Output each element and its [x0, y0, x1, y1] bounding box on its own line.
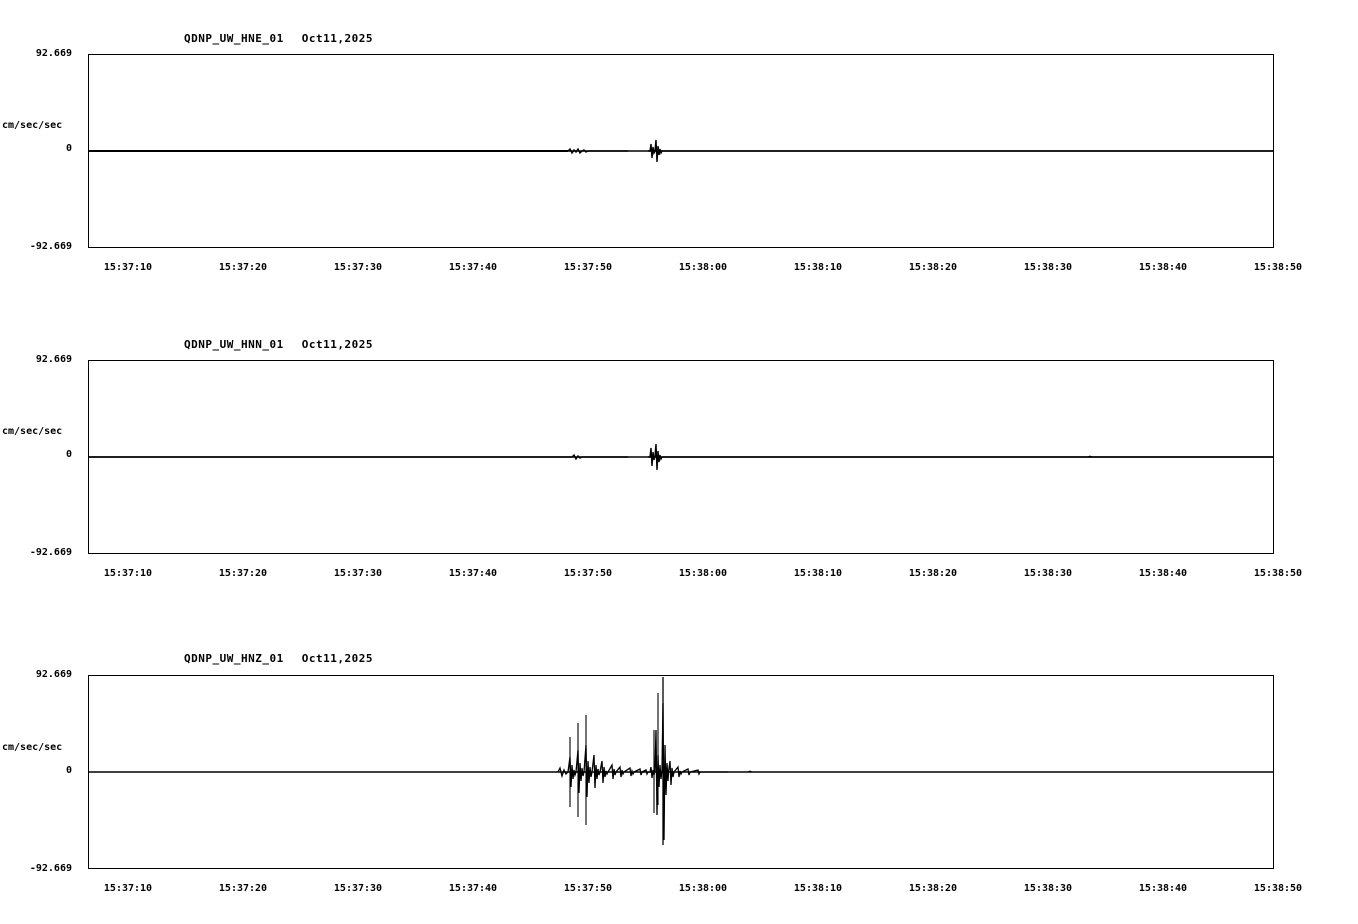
ytick-zero-hnz: 0	[65, 765, 72, 776]
ytick-min-hnn: -92.669	[29, 547, 72, 558]
panel-hnz	[0, 613, 1358, 924]
panel-title-hnz	[184, 652, 373, 665]
xtick-hnn-10: 15:38:50	[1253, 568, 1303, 579]
trace-hnn	[88, 360, 1274, 554]
xtick-hnz-2: 15:37:30	[333, 883, 383, 894]
panel-title-hnn	[184, 338, 373, 351]
ytick-zero-hne: 0	[65, 143, 72, 154]
xtick-hnn-3: 15:37:40	[448, 568, 498, 579]
xtick-hnn-4: 15:37:50	[563, 568, 613, 579]
xtick-hnz-10: 15:38:50	[1253, 883, 1303, 894]
panel-title-date: Oct11,2025	[301, 652, 373, 665]
xtick-hnn-5: 15:38:00	[678, 568, 728, 579]
xtick-hnn-0: 15:37:10	[103, 568, 153, 579]
xtick-hnn-6: 15:38:10	[793, 568, 843, 579]
xtick-hnn-1: 15:37:20	[218, 568, 268, 579]
xtick-hnz-6: 15:38:10	[793, 883, 843, 894]
ytick-max-hne: 92.669	[35, 48, 72, 59]
xtick-hne-9: 15:38:40	[1138, 262, 1188, 273]
units-label-hnn: cm/sec/sec	[2, 426, 63, 437]
panel-hne	[0, 0, 1358, 300]
units-label-hnz: cm/sec/sec	[2, 742, 63, 753]
xtick-hnz-4: 15:37:50	[563, 883, 613, 894]
xtick-hnn-2: 15:37:30	[333, 568, 383, 579]
xtick-hnn-9: 15:38:40	[1138, 568, 1188, 579]
ytick-min-hnz: -92.669	[29, 863, 72, 874]
panel-title-text: QDNP_UW_HNE_01	[184, 32, 284, 45]
trace-hnz	[88, 675, 1274, 869]
xtick-hnn-7: 15:38:20	[908, 568, 958, 579]
xtick-hne-10: 15:38:50	[1253, 262, 1303, 273]
panel-hnn	[0, 306, 1358, 606]
panel-title-hne	[184, 32, 373, 45]
ytick-zero-hnn: 0	[65, 449, 72, 460]
panel-title-text: QDNP_UW_HNN_01	[184, 338, 284, 351]
xtick-hnz-1: 15:37:20	[218, 883, 268, 894]
xtick-hne-7: 15:38:20	[908, 262, 958, 273]
xtick-hne-8: 15:38:30	[1023, 262, 1073, 273]
ytick-max-hnn: 92.669	[35, 354, 72, 365]
xtick-hne-1: 15:37:20	[218, 262, 268, 273]
trace-hne	[88, 54, 1274, 248]
xtick-hnn-8: 15:38:30	[1023, 568, 1073, 579]
xtick-hnz-3: 15:37:40	[448, 883, 498, 894]
xtick-hne-5: 15:38:00	[678, 262, 728, 273]
xtick-hne-0: 15:37:10	[103, 262, 153, 273]
ytick-min-hne: -92.669	[29, 241, 72, 252]
xtick-hne-6: 15:38:10	[793, 262, 843, 273]
ytick-max-hnz: 92.669	[35, 669, 72, 680]
panel-title-date: Oct11,2025	[301, 338, 373, 351]
xtick-hnz-5: 15:38:00	[678, 883, 728, 894]
xtick-hnz-0: 15:37:10	[103, 883, 153, 894]
xtick-hnz-9: 15:38:40	[1138, 883, 1188, 894]
xtick-hne-2: 15:37:30	[333, 262, 383, 273]
xtick-hnz-8: 15:38:30	[1023, 883, 1073, 894]
xtick-hnz-7: 15:38:20	[908, 883, 958, 894]
xtick-hne-4: 15:37:50	[563, 262, 613, 273]
units-label-hne: cm/sec/sec	[2, 120, 63, 131]
xtick-hne-3: 15:37:40	[448, 262, 498, 273]
panel-title-text: QDNP_UW_HNZ_01	[184, 652, 284, 665]
panel-title-date: Oct11,2025	[301, 32, 373, 45]
